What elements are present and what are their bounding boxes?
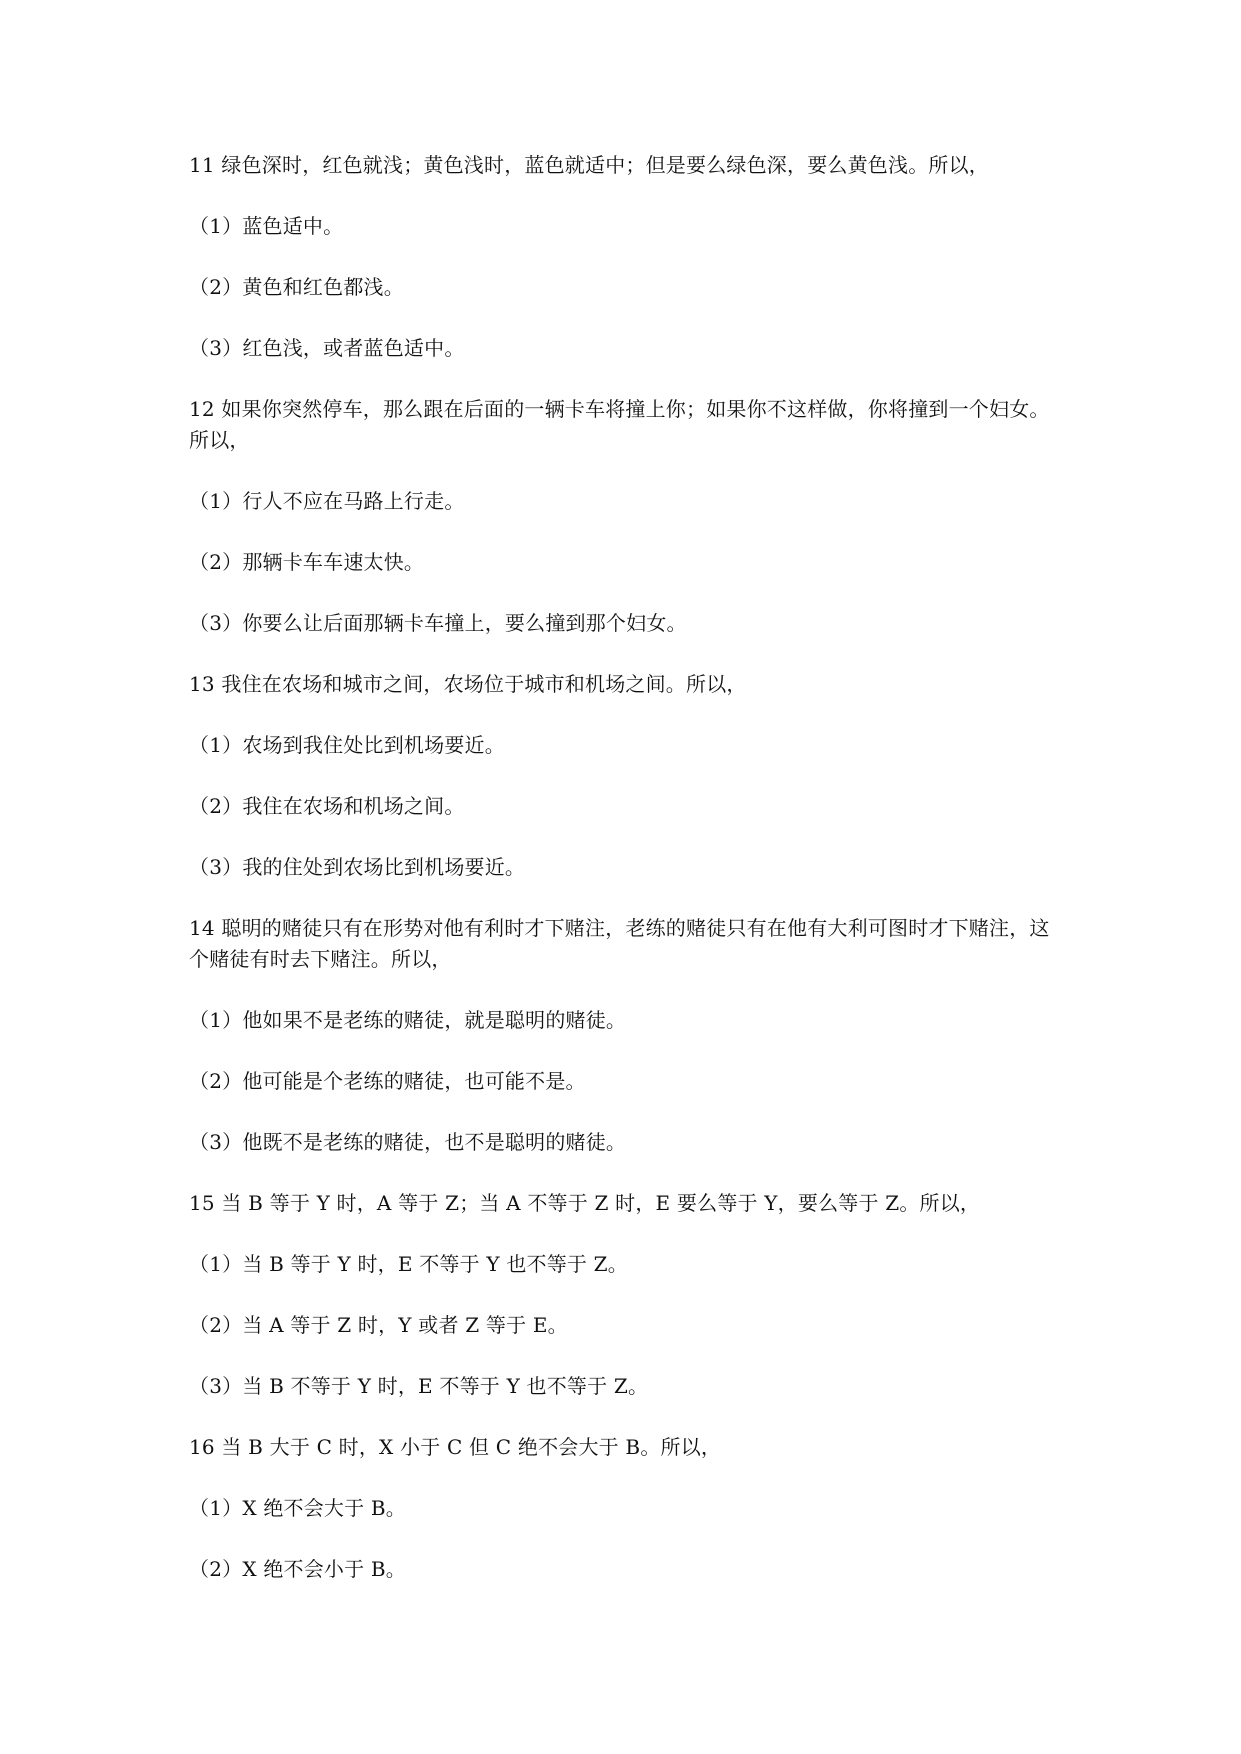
option-3: （3）他既不是老练的赌徒，也不是聪明的赌徒。	[189, 1130, 627, 1154]
question-15	[189, 1188, 1059, 1402]
question-stem: 16 当 B 大于 C 时，X 小于 C 但 C 绝不会大于 B。所以，	[189, 1435, 722, 1459]
option-1: （1）行人不应在马路上行走。	[189, 489, 465, 513]
option-2: （2）黄色和红色都浅。	[189, 275, 404, 299]
option-3: （3）我的住处到农场比到机场要近。	[189, 855, 526, 879]
option-2: （2）当 A 等于 Z 时，Y 或者 Z 等于 E。	[189, 1313, 568, 1337]
question-13	[189, 669, 1059, 883]
option-1: （1）X 绝不会大于 B。	[189, 1496, 406, 1520]
question-list	[189, 150, 1059, 1615]
question-stem: 15 当 B 等于 Y 时，A 等于 Z；当 A 不等于 Z 时，E 要么等于 Y，要么等于 Z。所以，	[189, 1191, 981, 1215]
option-2: （2）他可能是个老练的赌徒，也可能不是。	[189, 1069, 586, 1093]
option-3: （3）你要么让后面那辆卡车撞上，要么撞到那个妇女。	[189, 611, 687, 635]
question-stem: 13 我住在农场和城市之间，农场位于城市和机场之间。所以，	[189, 672, 747, 696]
option-2: （2）我住在农场和机场之间。	[189, 794, 465, 818]
option-3: （3）红色浅，或者蓝色适中。	[189, 336, 465, 360]
question-11	[189, 150, 1059, 364]
question-12	[189, 394, 1059, 639]
question-16	[189, 1432, 1059, 1585]
question-stem: 14 聪明的赌徒只有在形势对他有利时才下赌注，老练的赌徒只有在他有大利可图时才下赌注，这个赌徒有时去下赌注。所以，	[189, 916, 1050, 971]
option-1: （1）他如果不是老练的赌徒，就是聪明的赌徒。	[189, 1008, 627, 1032]
option-1: （1）蓝色适中。	[189, 214, 344, 238]
question-stem: 11 绿色深时，红色就浅；黄色浅时，蓝色就适中；但是要么绿色深，要么黄色浅。所以，	[189, 153, 990, 177]
option-1: （1）农场到我住处比到机场要近。	[189, 733, 505, 757]
question-14	[189, 913, 1059, 1158]
option-3: （3）当 B 不等于 Y 时，E 不等于 Y 也不等于 Z。	[189, 1374, 649, 1398]
option-1: （1）当 B 等于 Y 时，E 不等于 Y 也不等于 Z。	[189, 1252, 628, 1276]
option-2: （2）X 绝不会小于 B。	[189, 1557, 406, 1581]
option-2: （2）那辆卡车车速太快。	[189, 550, 425, 574]
question-stem: 12 如果你突然停车，那么跟在后面的一辆卡车将撞上你；如果你不这样做，你将撞到一个妇女。所以，	[189, 397, 1050, 452]
